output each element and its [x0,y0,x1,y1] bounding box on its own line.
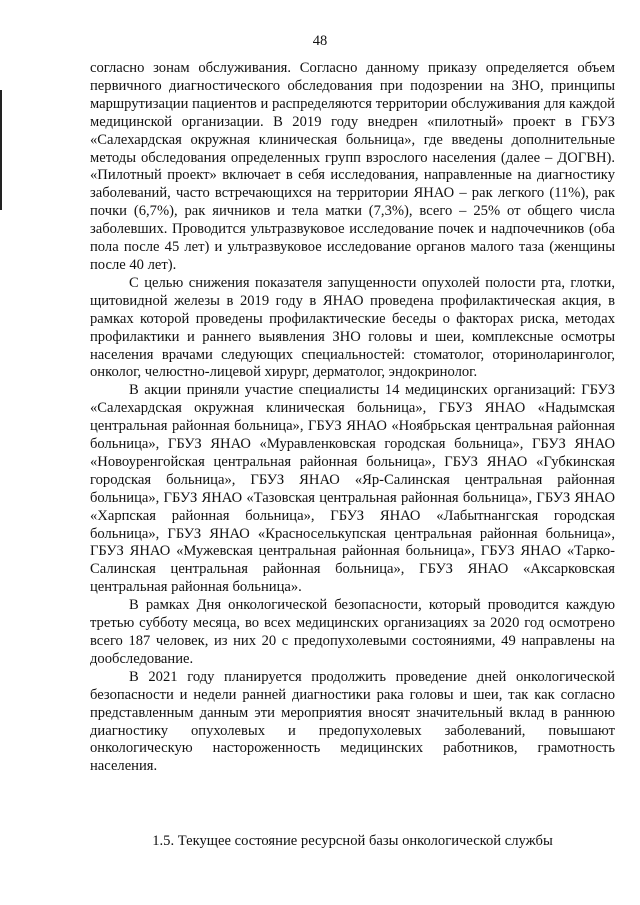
paragraph-participants: В акции приняли участие специалисты 14 медицинских организаций: ГБУЗ «Салехардская окружная клиническая больница», ГБУЗ ЯНАО «Надымская центральная районная больница», ГБУЗ ЯНАО «Ноябрьская центральная районная больница», ГБУЗ ЯНАО «Муравленковская городская больница», ГБУЗ ЯНАО «Новоуренгойская центральная районная больница», ГБУЗ ЯНАО «Губкинская городская больница», ГБУЗ ЯНАО «Яр-Салинская центральная районная больница», ГБУЗ ЯНАО «Тазовская центральная районная больница», ГБУЗ ЯНАО «Харпская районная больница», ГБУЗ ЯНАО «Лабытнангская городская больница», ГБУЗ ЯНАО «Красноселькупская центральная районная больница», ГБУЗ ЯНАО «Мужевская центральная районная больница», ГБУЗ ЯНАО «Тарко-Салинская центральная районная больница», ГБУЗ ЯНАО «Аксарковская центральная районная больница». [90,382,615,596]
paragraph-plans-2021: В 2021 году планируется продолжить проведение дней онкологической безопасности и недели ранней диагностики рака головы и шеи, так как согласно представленным данным эти мероприятия вносят значительный вклад в раннюю диагностику опухолевых и предопухолевых заболеваний, повышают онкологическую настороженность медицинских работников, грамотность населения. [90,668,615,775]
scan-edge-mark [0,90,2,210]
paragraph-safety-day: В рамках Дня онкологической безопасности, который проводится каждую третью субботу месяца, во всех медицинских организациях за 2020 год осмотрено всего 187 человек, из них 20 с предопухолевыми состояниями, 49 направлены на дообследование. [90,597,615,667]
paragraph-prevention-action: С целью снижения показателя запущенности опухолей полости рта, глотки, щитовидной железы в 2019 году в ЯНАО проведена профилактическая акция, в рамках которой проведены профилактические беседы о факторах риска, методах профилактики и раннего выявления ЗНО головы и шеи, комплексные осмотры населения врачами следующих специальностей: стоматолог, оториноларинголог, онколог, челюстно-лицевой хирург, дерматолог, эндокринолог. [90,274,615,381]
paragraph-continuation: согласно зонам обслуживания. Согласно данному приказу определяется объем первичного диагностического обследования при подозрении на ЗНО, принципы маршрутизации пациентов и распределяются территории обслуживания для каждой медицинской организации. В 2019 году внедрен «пилотный» проект в ГБУЗ «Салехардская окружная клиническая больница», где введены дополнительные методы обследования определенных групп взрослого населения (далее – ДОГВН). «Пилотный проект» включает в себя исследования, направленные на диагностику заболеваний, часто встречающихся на территории ЯНАО – рак легкого (11%), рак почки (6,7%), рак яичников и тела матки (7,3%), всего – 25% от общего числа заболевших. Проводится ультразвуковое исследование почек и надпочечников (оба пола после 45 лет) и ультразвуковое исследование органов малого таза (женщины после 40 лет). [90,60,615,273]
document-body [90,60,615,776]
page-number: 48 [312,33,328,49]
section-heading: 1.5. Текущее состояние ресурсной базы онкологической службы [152,833,553,849]
